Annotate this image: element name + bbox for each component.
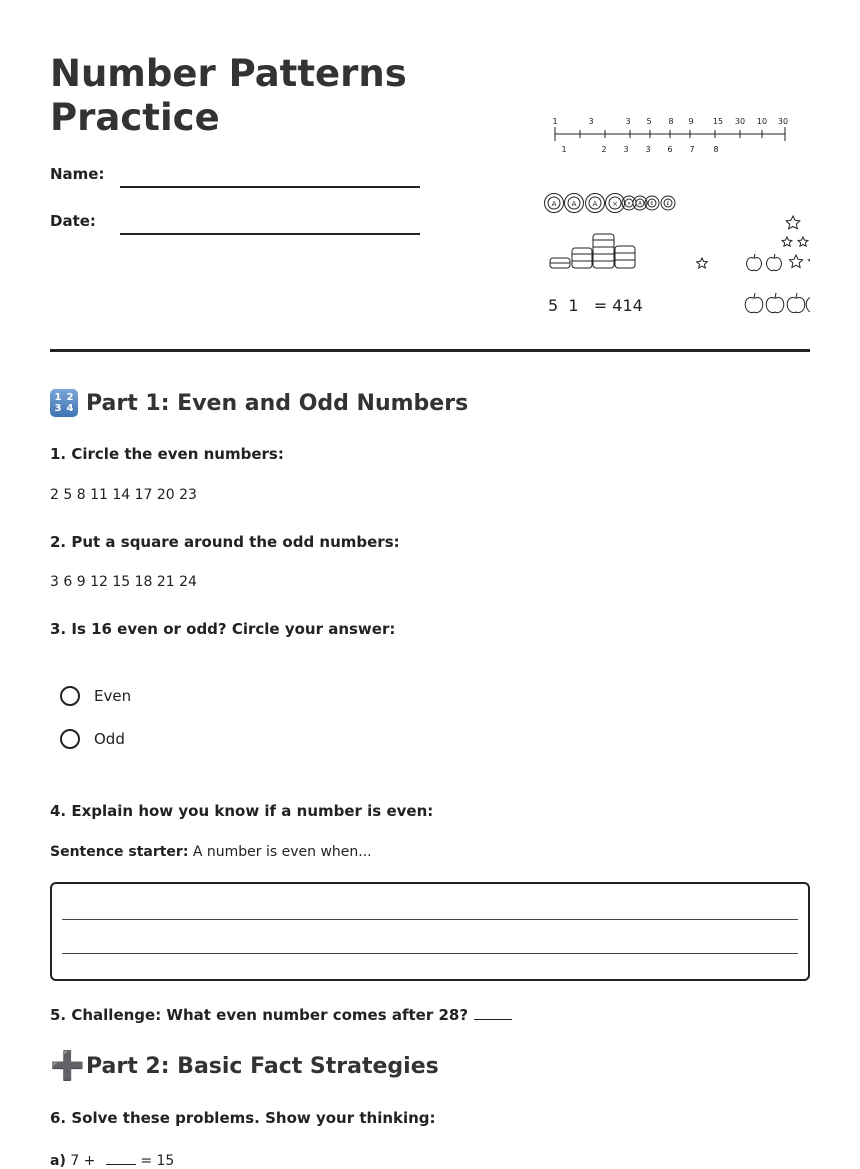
numberline-top-label: 3 (588, 117, 594, 126)
worksheet-page (50, 0, 810, 1169)
question-5 (50, 1005, 512, 1024)
equation-text: 5 1 = 414 (548, 296, 643, 315)
title-line-2: Practice (50, 96, 220, 139)
question-3: 3. Is 16 even or odd? Circle your answer: (50, 620, 396, 638)
option-odd-label: Odd (94, 730, 125, 748)
coin-label: € (650, 201, 654, 207)
numberline-top-label: 30 (734, 117, 746, 126)
numberline-top-label: 9 (688, 117, 694, 126)
numberline-bottom-label: 1 (561, 145, 567, 154)
part2-heading (50, 1049, 439, 1082)
answer-box[interactable] (50, 882, 810, 981)
plus-icon: ➕ (50, 1049, 85, 1082)
date-field[interactable] (120, 233, 420, 235)
numberline-bottom-label: 3 (645, 145, 651, 154)
question-1-numbers: 2 5 8 11 14 17 20 23 (50, 487, 197, 503)
radio-circle[interactable] (60, 686, 80, 706)
coin-label: × (626, 201, 632, 207)
sentence-starter-text: A number is even when... (188, 844, 372, 860)
numberline-top-label: 30 (777, 117, 789, 126)
question-6a-right: = 15 (140, 1153, 175, 1169)
date-label: Date: (50, 212, 96, 230)
answer-line[interactable] (62, 919, 798, 920)
numberline-top-label: 3 (625, 117, 631, 126)
question-1: 1. Circle the even numbers: (50, 445, 284, 463)
question-5-text: 5. Challenge: What even number comes after 28? (50, 1006, 469, 1024)
numberline-top-label: 1 (552, 117, 558, 126)
part2-title: Part 2: Basic Fact Strategies (86, 1053, 439, 1079)
radio-circle[interactable] (60, 729, 80, 749)
option-even[interactable] (60, 686, 131, 706)
part1-title: Part 1: Even and Odd Numbers (86, 390, 469, 416)
question-6a-blank[interactable] (106, 1150, 136, 1165)
sentence-starter (50, 844, 372, 860)
coin-label: A (571, 200, 577, 208)
numberline-top-label: 15 (712, 117, 724, 126)
coin-label: × (612, 200, 618, 208)
name-field[interactable] (120, 186, 420, 188)
name-label: Name: (50, 165, 105, 183)
numberline-bottom-label: 7 (689, 145, 695, 154)
numbers-keycap-icon: 1 2 3 4 (50, 389, 78, 417)
question-2: 2. Put a square around the odd numbers: (50, 533, 400, 551)
math-clipart (540, 108, 810, 328)
numberline-top-label: 8 (668, 117, 674, 126)
option-odd[interactable] (60, 729, 125, 749)
coin-label: A (551, 200, 557, 208)
sentence-starter-label: Sentence starter: (50, 844, 189, 860)
numberline-top-label: 5 (646, 117, 652, 126)
numberline-bottom-label: 8 (713, 145, 719, 154)
numberline-bottom-label: 3 (623, 145, 629, 154)
coin-label: A (592, 200, 598, 208)
question-2-numbers: 3 6 9 12 15 18 21 24 (50, 574, 197, 590)
part1-heading (50, 389, 468, 417)
question-6a-label: a) (50, 1153, 66, 1169)
title-line-1: Number Patterns (50, 52, 407, 95)
answer-line[interactable] (62, 953, 798, 954)
page-title (50, 52, 470, 140)
question-5-blank[interactable] (474, 1005, 512, 1020)
question-6: 6. Solve these problems. Show your thinking: (50, 1109, 436, 1127)
question-4: 4. Explain how you know if a number is even: (50, 802, 434, 820)
numberline-top-label: 10 (756, 117, 768, 126)
coin-label: £ (666, 201, 670, 207)
question-6a-left: 7 + (70, 1153, 96, 1169)
header-divider (50, 349, 810, 352)
question-6a (50, 1150, 174, 1169)
option-even-label: Even (94, 687, 132, 705)
coin-label: A (638, 201, 642, 207)
numberline-bottom-label: 6 (667, 145, 673, 154)
numberline-bottom-label: 2 (601, 145, 607, 154)
